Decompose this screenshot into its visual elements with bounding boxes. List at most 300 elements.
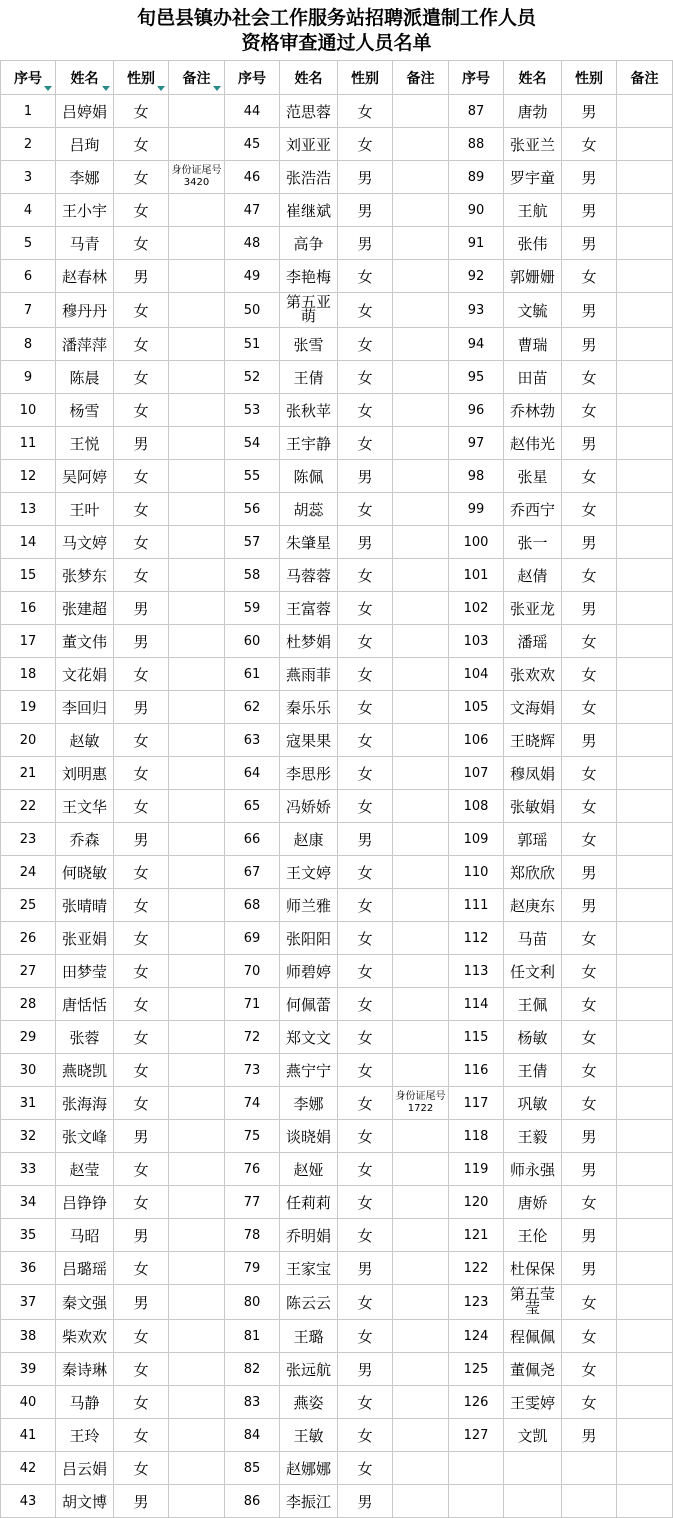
cell-seq: 69 — [225, 922, 280, 955]
cell-name: 赵康 — [280, 823, 338, 856]
cell-name: 陈佩 — [280, 460, 338, 493]
table-row — [1, 1386, 673, 1419]
cell-name: 赵倩 — [504, 559, 562, 592]
cell-seq: 95 — [449, 361, 504, 394]
cell-seq: 8 — [1, 328, 56, 361]
cell-seq: 77 — [225, 1186, 280, 1219]
cell-note — [169, 592, 225, 625]
cell-name: 吕珣 — [56, 128, 114, 161]
cell-gender: 女 — [562, 1353, 617, 1386]
cell-gender: 女 — [562, 658, 617, 691]
cell-gender: 女 — [338, 658, 393, 691]
cell-name: 张亚娟 — [56, 922, 114, 955]
cell-gender: 女 — [562, 922, 617, 955]
cell-name: 张欢欢 — [504, 658, 562, 691]
cell-gender: 女 — [562, 1285, 617, 1320]
cell-note — [617, 1419, 673, 1452]
cell-name: 张阳阳 — [280, 922, 338, 955]
title-line-1: 旬邑县镇办社会工作服务站招聘派遣制工作人员 — [136, 7, 536, 29]
table-row — [1, 1285, 673, 1320]
cell-seq — [449, 1485, 504, 1518]
cell-gender: 女 — [338, 724, 393, 757]
cell-gender: 男 — [338, 823, 393, 856]
cell-seq: 27 — [1, 955, 56, 988]
header-seq[interactable]: 序号 — [1, 61, 56, 95]
cell-name: 潘萍萍 — [56, 328, 114, 361]
cell-seq: 87 — [449, 95, 504, 128]
cell-gender: 男 — [562, 856, 617, 889]
cell-name: 高争 — [280, 227, 338, 260]
cell-note — [393, 559, 449, 592]
cell-name: 马静 — [56, 1386, 114, 1419]
cell-name: 赵娅 — [280, 1153, 338, 1186]
cell-seq: 24 — [1, 856, 56, 889]
cell-seq: 55 — [225, 460, 280, 493]
cell-name: 郭姗姗 — [504, 260, 562, 293]
cell-seq: 71 — [225, 988, 280, 1021]
cell-gender: 女 — [338, 988, 393, 1021]
cell-seq: 20 — [1, 724, 56, 757]
cell-note — [169, 922, 225, 955]
table-row — [1, 592, 673, 625]
cell-seq: 76 — [225, 1153, 280, 1186]
cell-seq: 68 — [225, 889, 280, 922]
cell-note — [617, 1186, 673, 1219]
cell-note — [393, 1186, 449, 1219]
cell-seq: 26 — [1, 922, 56, 955]
cell-note — [617, 427, 673, 460]
cell-seq: 7 — [1, 293, 56, 328]
cell-gender: 女 — [338, 1419, 393, 1452]
cell-gender: 女 — [338, 592, 393, 625]
cell-name: 李娜 — [56, 161, 114, 194]
cell-note — [393, 227, 449, 260]
cell-name: 王悦 — [56, 427, 114, 460]
cell-gender: 女 — [114, 227, 169, 260]
cell-gender: 女 — [114, 95, 169, 128]
cell-gender: 女 — [562, 823, 617, 856]
cell-gender: 女 — [338, 427, 393, 460]
cell-seq: 122 — [449, 1252, 504, 1285]
cell-name: 王文婷 — [280, 856, 338, 889]
cell-name: 燕姿 — [280, 1386, 338, 1419]
cell-note — [169, 559, 225, 592]
cell-note — [393, 293, 449, 328]
cell-seq: 89 — [449, 161, 504, 194]
cell-gender: 女 — [114, 1419, 169, 1452]
cell-gender: 男 — [338, 526, 393, 559]
table-row — [1, 460, 673, 493]
cell-gender: 女 — [562, 128, 617, 161]
cell-name: 王富蓉 — [280, 592, 338, 625]
cell-gender: 男 — [114, 260, 169, 293]
cell-note — [617, 361, 673, 394]
cell-name: 何晓敏 — [56, 856, 114, 889]
cell-gender: 女 — [114, 194, 169, 227]
cell-name: 马蓉蓉 — [280, 559, 338, 592]
cell-gender: 女 — [338, 128, 393, 161]
cell-note — [617, 328, 673, 361]
cell-gender: 女 — [114, 889, 169, 922]
cell-name: 燕晓凯 — [56, 1054, 114, 1087]
cell-seq: 75 — [225, 1120, 280, 1153]
cell-name: 寇果果 — [280, 724, 338, 757]
cell-gender: 女 — [562, 559, 617, 592]
cell-name: 师兰雅 — [280, 889, 338, 922]
cell-note — [393, 1021, 449, 1054]
cell-seq: 98 — [449, 460, 504, 493]
cell-note — [169, 328, 225, 361]
cell-note — [393, 790, 449, 823]
cell-name: 张蓉 — [56, 1021, 114, 1054]
cell-gender: 女 — [114, 526, 169, 559]
header-name[interactable]: 姓名 — [56, 61, 114, 95]
cell-seq: 121 — [449, 1219, 504, 1252]
cell-note — [169, 1021, 225, 1054]
cell-gender: 男 — [562, 95, 617, 128]
cell-gender: 女 — [114, 988, 169, 1021]
cell-note — [169, 1353, 225, 1386]
cell-seq: 88 — [449, 128, 504, 161]
cell-name: 王家宝 — [280, 1252, 338, 1285]
cell-name: 马昭 — [56, 1219, 114, 1252]
cell-gender: 女 — [114, 856, 169, 889]
cell-seq: 40 — [1, 1386, 56, 1419]
cell-note — [617, 227, 673, 260]
cell-name: 王倩 — [280, 361, 338, 394]
cell-gender: 女 — [338, 493, 393, 526]
cell-seq: 28 — [1, 988, 56, 1021]
cell-seq: 3 — [1, 161, 56, 194]
cell-note — [617, 1353, 673, 1386]
cell-name: 秦乐乐 — [280, 691, 338, 724]
cell-note — [169, 1320, 225, 1353]
cell-name: 胡文博 — [56, 1485, 114, 1518]
cell-gender: 男 — [114, 1120, 169, 1153]
cell-gender: 女 — [114, 361, 169, 394]
cell-seq: 111 — [449, 889, 504, 922]
cell-seq: 48 — [225, 227, 280, 260]
cell-seq: 103 — [449, 625, 504, 658]
cell-name: 张一 — [504, 526, 562, 559]
cell-gender: 男 — [338, 227, 393, 260]
cell-gender: 女 — [114, 1353, 169, 1386]
cell-note — [169, 1485, 225, 1518]
cell-name: 刘明惠 — [56, 757, 114, 790]
cell-seq: 22 — [1, 790, 56, 823]
cell-gender — [562, 1485, 617, 1518]
cell-gender: 女 — [114, 559, 169, 592]
cell-seq: 110 — [449, 856, 504, 889]
cell-gender: 女 — [114, 161, 169, 194]
cell-seq: 79 — [225, 1252, 280, 1285]
cell-seq: 31 — [1, 1087, 56, 1120]
table-row — [1, 757, 673, 790]
cell-note — [169, 1419, 225, 1452]
cell-seq: 5 — [1, 227, 56, 260]
cell-note — [393, 922, 449, 955]
cell-note — [617, 724, 673, 757]
cell-name: 张远航 — [280, 1353, 338, 1386]
cell-seq: 92 — [449, 260, 504, 293]
cell-name: 师碧婷 — [280, 955, 338, 988]
cell-note — [169, 1452, 225, 1485]
cell-seq: 34 — [1, 1186, 56, 1219]
table-row — [1, 1153, 673, 1186]
cell-gender: 女 — [338, 1153, 393, 1186]
cell-seq: 112 — [449, 922, 504, 955]
cell-name: 胡蕊 — [280, 493, 338, 526]
cell-gender: 男 — [562, 889, 617, 922]
cell-seq: 16 — [1, 592, 56, 625]
cell-note — [617, 1120, 673, 1153]
cell-note — [617, 856, 673, 889]
cell-note — [393, 1485, 449, 1518]
cell-seq: 10 — [1, 394, 56, 427]
cell-name: 马青 — [56, 227, 114, 260]
cell-seq: 4 — [1, 194, 56, 227]
cell-seq: 107 — [449, 757, 504, 790]
cell-name: 赵春林 — [56, 260, 114, 293]
cell-name: 马文婷 — [56, 526, 114, 559]
cell-gender: 男 — [562, 1219, 617, 1252]
cell-seq: 70 — [225, 955, 280, 988]
cell-seq: 113 — [449, 955, 504, 988]
cell-seq: 54 — [225, 427, 280, 460]
table-row — [1, 1054, 673, 1087]
cell-seq: 42 — [1, 1452, 56, 1485]
cell-note — [169, 95, 225, 128]
filter-dropdown-icon[interactable] — [102, 86, 110, 91]
cell-gender: 女 — [114, 955, 169, 988]
table-row — [1, 1353, 673, 1386]
cell-note — [169, 823, 225, 856]
cell-name: 郑文文 — [280, 1021, 338, 1054]
cell-gender: 女 — [562, 394, 617, 427]
filter-dropdown-icon[interactable] — [213, 86, 221, 91]
cell-note — [393, 1120, 449, 1153]
cell-name: 杨敏 — [504, 1021, 562, 1054]
cell-name: 张雪 — [280, 328, 338, 361]
cell-note — [393, 1252, 449, 1285]
cell-gender: 男 — [114, 823, 169, 856]
cell-gender: 女 — [338, 955, 393, 988]
cell-seq: 33 — [1, 1153, 56, 1186]
cell-gender: 男 — [338, 161, 393, 194]
cell-gender: 女 — [114, 460, 169, 493]
cell-gender: 女 — [338, 1021, 393, 1054]
cell-name: 李振江 — [280, 1485, 338, 1518]
cell-note — [169, 1153, 225, 1186]
header-gender: 性别 — [338, 61, 393, 95]
cell-note — [617, 1153, 673, 1186]
table-row — [1, 1219, 673, 1252]
cell-note: 身份证尾号3420 — [169, 161, 225, 194]
cell-seq: 50 — [225, 293, 280, 328]
cell-note — [393, 988, 449, 1021]
cell-note — [169, 988, 225, 1021]
cell-name: 吕璐瑶 — [56, 1252, 114, 1285]
cell-name: 朱肇星 — [280, 526, 338, 559]
header-gender[interactable]: 性别 — [114, 61, 169, 95]
cell-name: 任文利 — [504, 955, 562, 988]
cell-seq: 43 — [1, 1485, 56, 1518]
cell-seq: 23 — [1, 823, 56, 856]
cell-seq: 74 — [225, 1087, 280, 1120]
cell-note — [393, 260, 449, 293]
cell-note — [617, 493, 673, 526]
table-row — [1, 559, 673, 592]
cell-seq: 85 — [225, 1452, 280, 1485]
cell-name: 乔林勃 — [504, 394, 562, 427]
cell-gender: 男 — [562, 1419, 617, 1452]
cell-note — [169, 1054, 225, 1087]
cell-gender: 女 — [114, 1452, 169, 1485]
filter-dropdown-icon[interactable] — [44, 86, 52, 91]
cell-gender: 女 — [338, 328, 393, 361]
cell-note — [617, 922, 673, 955]
cell-name: 燕宁宁 — [280, 1054, 338, 1087]
cell-seq: 80 — [225, 1285, 280, 1320]
cell-gender: 男 — [338, 460, 393, 493]
cell-name: 赵伟光 — [504, 427, 562, 460]
cell-name: 王倩 — [504, 1054, 562, 1087]
cell-name: 郑欣欣 — [504, 856, 562, 889]
cell-note — [169, 691, 225, 724]
table-row — [1, 790, 673, 823]
cell-seq: 17 — [1, 625, 56, 658]
table-row — [1, 293, 673, 328]
cell-gender: 男 — [562, 293, 617, 328]
cell-name: 程佩佩 — [504, 1320, 562, 1353]
cell-seq: 29 — [1, 1021, 56, 1054]
cell-note — [393, 1386, 449, 1419]
cell-gender — [562, 1452, 617, 1485]
cell-name: 王宇静 — [280, 427, 338, 460]
cell-note — [617, 293, 673, 328]
cell-name: 唐娇 — [504, 1186, 562, 1219]
cell-note — [169, 889, 225, 922]
cell-gender: 女 — [114, 757, 169, 790]
cell-seq: 9 — [1, 361, 56, 394]
cell-name: 田苗 — [504, 361, 562, 394]
table-row — [1, 227, 673, 260]
cell-seq: 19 — [1, 691, 56, 724]
cell-seq — [449, 1452, 504, 1485]
table-row — [1, 1120, 673, 1153]
cell-seq: 1 — [1, 95, 56, 128]
cell-name: 张亚龙 — [504, 592, 562, 625]
cell-name: 张秋苹 — [280, 394, 338, 427]
cell-seq: 36 — [1, 1252, 56, 1285]
cell-note — [393, 394, 449, 427]
cell-seq: 100 — [449, 526, 504, 559]
cell-seq: 84 — [225, 1419, 280, 1452]
cell-name: 王伦 — [504, 1219, 562, 1252]
cell-note — [169, 427, 225, 460]
cell-gender: 男 — [114, 1285, 169, 1320]
cell-name: 唐恬恬 — [56, 988, 114, 1021]
cell-gender: 女 — [114, 1386, 169, 1419]
cell-note — [393, 1219, 449, 1252]
cell-seq: 117 — [449, 1087, 504, 1120]
cell-seq: 59 — [225, 592, 280, 625]
cell-name: 董佩尧 — [504, 1353, 562, 1386]
cell-note — [617, 526, 673, 559]
cell-seq: 104 — [449, 658, 504, 691]
cell-note — [617, 95, 673, 128]
cell-gender: 女 — [562, 625, 617, 658]
cell-name: 刘亚亚 — [280, 128, 338, 161]
table-row — [1, 1252, 673, 1285]
table-row — [1, 625, 673, 658]
cell-name: 文凯 — [504, 1419, 562, 1452]
cell-gender: 女 — [114, 790, 169, 823]
cell-name: 郭瑶 — [504, 823, 562, 856]
header-note: 备注 — [393, 61, 449, 95]
cell-seq: 47 — [225, 194, 280, 227]
header-gender: 性别 — [562, 61, 617, 95]
table-row — [1, 1186, 673, 1219]
cell-note — [393, 361, 449, 394]
cell-note — [169, 856, 225, 889]
cell-note — [169, 1186, 225, 1219]
cell-name: 杜梦娟 — [280, 625, 338, 658]
cell-gender: 女 — [114, 1153, 169, 1186]
cell-seq: 124 — [449, 1320, 504, 1353]
cell-gender: 女 — [338, 757, 393, 790]
cell-seq: 125 — [449, 1353, 504, 1386]
cell-note — [393, 128, 449, 161]
table-row — [1, 394, 673, 427]
header-note[interactable]: 备注 — [169, 61, 225, 95]
cell-seq: 60 — [225, 625, 280, 658]
page-title — [0, 0, 673, 60]
cell-seq: 25 — [1, 889, 56, 922]
cell-seq: 116 — [449, 1054, 504, 1087]
title-line-2: 资格审查通过人员名单 — [241, 32, 432, 54]
cell-seq: 38 — [1, 1320, 56, 1353]
cell-note — [393, 328, 449, 361]
roster-table — [0, 60, 673, 1518]
cell-note — [169, 227, 225, 260]
cell-name: 王文华 — [56, 790, 114, 823]
cell-seq: 82 — [225, 1353, 280, 1386]
filter-dropdown-icon[interactable] — [157, 86, 165, 91]
cell-note — [617, 658, 673, 691]
cell-name: 王玲 — [56, 1419, 114, 1452]
cell-name: 潘瑶 — [504, 625, 562, 658]
cell-name: 李思彤 — [280, 757, 338, 790]
cell-seq: 56 — [225, 493, 280, 526]
cell-name: 张伟 — [504, 227, 562, 260]
cell-note — [617, 1285, 673, 1320]
cell-seq: 127 — [449, 1419, 504, 1452]
cell-note — [169, 293, 225, 328]
cell-name: 张建超 — [56, 592, 114, 625]
table-row — [1, 1021, 673, 1054]
cell-note — [617, 260, 673, 293]
cell-name: 李娜 — [280, 1087, 338, 1120]
cell-gender: 女 — [114, 493, 169, 526]
cell-gender: 女 — [114, 394, 169, 427]
cell-name: 张晴晴 — [56, 889, 114, 922]
cell-seq: 37 — [1, 1285, 56, 1320]
cell-note — [617, 823, 673, 856]
cell-name: 王毅 — [504, 1120, 562, 1153]
cell-note — [617, 1386, 673, 1419]
cell-note — [617, 1320, 673, 1353]
